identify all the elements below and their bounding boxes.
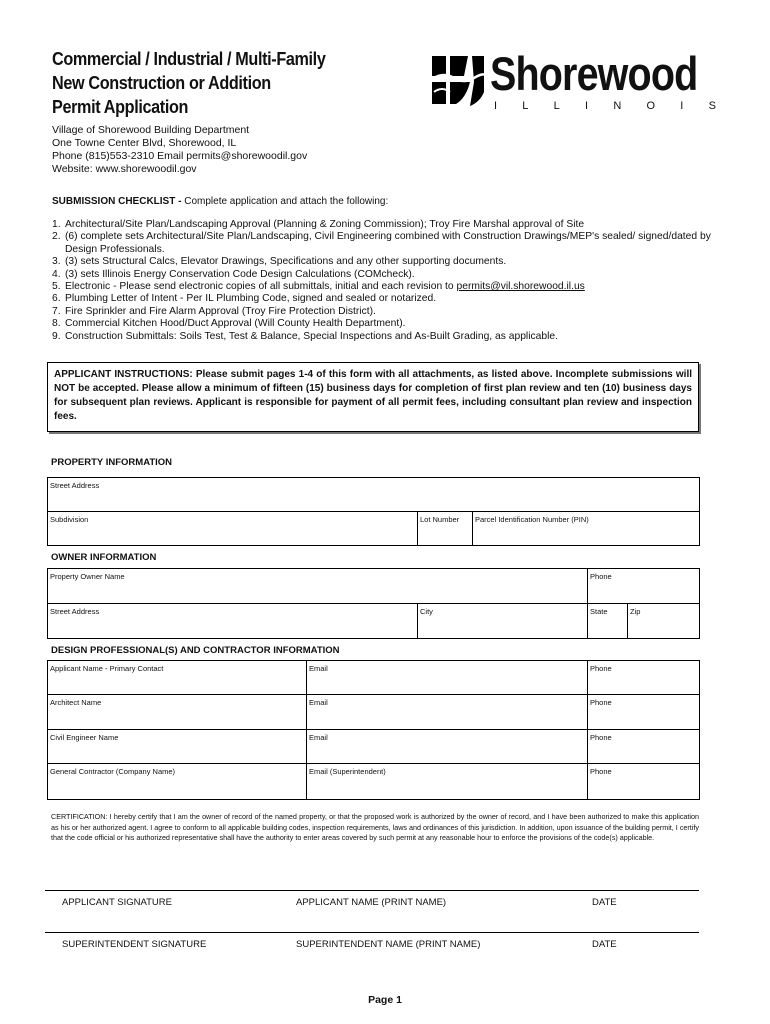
list-item (52, 281, 712, 293)
department-contact (52, 124, 307, 176)
civil-engineer-phone-field[interactable] (588, 730, 700, 764)
field-label: Subdivision (50, 515, 89, 524)
field-label: Phone (590, 767, 612, 776)
field-label: Lot Number (420, 515, 460, 524)
shorewood-emblem-icon (430, 52, 486, 108)
design-professionals-table (47, 660, 700, 800)
date-label: DATE (592, 939, 617, 950)
field-label: Applicant Name - Primary Contact (50, 664, 164, 673)
list-item (52, 293, 712, 305)
architect-name-field[interactable] (48, 695, 307, 730)
applicant-instructions-text: APPLICANT INSTRUCTIONS: Please submit pages 1-4 of this form with all attachments, as listed above. Incomplete submissions will NOT be accepted. Please allow a minimum of fifteen (15) business days for completion of first plan review and ten (10) business days for subsequent plan reviews. Applicant is responsible for payment of all permit fees, including consultant plan review and inspection fees. (54, 369, 692, 422)
logo-state-letter: I (494, 100, 498, 112)
item-text: (3) sets Structural Calcs, Elevator Drawings, Specifications and any other supporting documents. (65, 256, 507, 268)
owner-zip-field[interactable] (628, 604, 700, 639)
logo-wordmark: Shorewood (490, 47, 698, 100)
date-label: DATE (592, 897, 617, 908)
owner-name-field[interactable] (48, 569, 588, 604)
architect-phone-field[interactable] (588, 695, 700, 730)
general-contractor-name-field[interactable] (48, 764, 307, 800)
item-text: Construction Submittals: Soils Test, Test & Balance, Special Inspections and As-Built Grading, as applicable. (65, 330, 558, 342)
item-number: 3. (52, 256, 61, 268)
field-label: Parcel Identification Number (PIN) (475, 515, 589, 524)
field-label: Email (Superintendent) (309, 767, 386, 776)
field-label: City (420, 607, 433, 616)
item-number: 1. (52, 219, 61, 230)
owner-street-field[interactable] (48, 604, 418, 639)
applicant-instructions-box (47, 362, 699, 432)
street-address-field[interactable] (48, 478, 700, 512)
field-label: Email (309, 664, 328, 673)
department-name: Village of Shorewood Building Department (52, 124, 250, 136)
item-number: 8. (52, 318, 61, 330)
list-item (52, 231, 712, 256)
list-item (52, 331, 712, 343)
logo-state-letter: O (646, 100, 656, 112)
item-number: 4. (52, 268, 61, 280)
lot-number-field[interactable] (418, 512, 473, 546)
superintendent-name-label: SUPERINTENDENT NAME (PRINT NAME) (296, 939, 481, 950)
subdivision-field[interactable] (48, 512, 418, 546)
field-label: State (590, 607, 608, 616)
item-text: Architectural/Site Plan/Landscaping Approval (Planning & Zoning Commission); Troy Fire Marshal approval of Site (65, 219, 585, 230)
checklist-heading-text: Complete application and attach the following: (184, 196, 389, 207)
logo-state (494, 100, 716, 112)
field-label: Zip (630, 607, 641, 616)
permits-email-link[interactable]: permits@vil.shorewood.il.us (456, 281, 585, 293)
signature-line (45, 932, 699, 933)
page-title (52, 47, 325, 119)
list-item (52, 269, 712, 281)
field-label: Phone (590, 733, 612, 742)
field-label: Architect Name (50, 698, 102, 707)
property-section-heading: PROPERTY INFORMATION (51, 457, 173, 468)
item-text: (3) sets Illinois Energy Conservation Code Design Calculations (COMcheck). (65, 268, 415, 280)
logo-state-letter: L (553, 100, 560, 112)
item-text: Commercial Kitchen Hood/Duct Approval (Will County Health Department). (65, 318, 406, 330)
item-text: Plumbing Letter of Intent - Per IL Plumbing Code, signed and sealed or notarized. (65, 293, 437, 305)
general-contractor-phone-field[interactable] (588, 764, 700, 800)
field-label: Street Address (50, 481, 100, 490)
department-phone-email: Phone (815)553-2310 Email permits@shorewoodil.gov (52, 150, 308, 162)
shorewood-logo (430, 48, 720, 118)
applicant-signature-label: APPLICANT SIGNATURE (62, 897, 172, 908)
checklist-heading (52, 196, 388, 207)
title-line: Permit Application (52, 97, 189, 117)
property-info-table (47, 477, 700, 546)
item-number: 9. (52, 330, 61, 342)
field-label: General Contractor (Company Name) (50, 767, 176, 776)
logo-state-letter: N (613, 100, 622, 112)
department-website: Website: www.shorewoodil.gov (52, 163, 197, 175)
submission-checklist (52, 219, 712, 343)
checklist-heading-bold: SUBMISSION CHECKLIST - (52, 196, 185, 207)
superintendent-email-field[interactable] (307, 764, 588, 800)
list-item (52, 219, 712, 231)
logo-state-letter: I (680, 100, 684, 112)
item-number: 6. (52, 293, 61, 305)
civil-engineer-email-field[interactable] (307, 730, 588, 764)
design-section-heading: DESIGN PROFESSIONAL(S) AND CONTRACTOR INFORMATION (51, 645, 340, 656)
architect-email-field[interactable] (307, 695, 588, 730)
title-line: New Construction or Addition (52, 73, 271, 93)
owner-city-field[interactable] (418, 604, 588, 639)
signature-line (45, 890, 699, 891)
field-label: Civil Engineer Name (50, 733, 119, 742)
logo-state-letter: I (585, 100, 589, 112)
field-label: Phone (590, 572, 612, 581)
owner-phone-field[interactable] (588, 569, 700, 604)
superintendent-signature-label: SUPERINTENDENT SIGNATURE (62, 939, 207, 950)
page-number: Page 1 (368, 994, 402, 1006)
list-item (52, 256, 712, 268)
applicant-name-label: APPLICANT NAME (PRINT NAME) (296, 897, 447, 908)
field-label: Property Owner Name (50, 572, 125, 581)
owner-section-heading: OWNER INFORMATION (51, 552, 157, 563)
field-label: Street Address (50, 607, 100, 616)
item-number: 7. (52, 305, 61, 317)
pin-field[interactable] (473, 512, 700, 546)
item-text: Electronic - Please send electronic copies of all submittals, initial and each revision to (65, 281, 457, 293)
civil-engineer-name-field[interactable] (48, 730, 307, 764)
applicant-name-field[interactable] (48, 661, 307, 695)
owner-state-field[interactable] (588, 604, 628, 639)
certification-text: CERTIFICATION: I hereby certify that I am the owner of record of the named property, or that the proposed work is authorized by the owner of record, and I have been authorized to make this application as his or her authorized agent. I agree to conform to all applicable building codes, inspection requirements, laws and ordinances of this jurisdiction. In addition, upon issuance of the building permit, I certify that the code official or his authorized representative shall have the authority to enter areas covered by such permit at any reasonable hour to enforce the provisions of the code(s) applicable. (51, 812, 699, 842)
owner-info-table (47, 568, 700, 639)
department-address: One Towne Center Blvd, Shorewood, IL (52, 137, 237, 149)
applicant-email-field[interactable] (307, 661, 588, 695)
applicant-phone-field[interactable] (588, 661, 700, 695)
field-label: Email (309, 733, 328, 742)
item-number: 2. (52, 231, 61, 243)
item-text: Fire Sprinkler and Fire Alarm Approval (Troy Fire Protection District). (65, 305, 376, 317)
field-label: Phone (590, 664, 612, 673)
list-item (52, 306, 712, 318)
item-text: (6) complete sets Architectural/Site Plan/Landscaping, Civil Engineering combined with Construction Drawings/MEP's sealed/ signed/dated by Design Professionals. (65, 231, 711, 255)
item-number: 5. (52, 281, 61, 293)
logo-state-letter: L (522, 100, 529, 112)
title-line: Commercial / Industrial / Multi-Family (52, 49, 326, 69)
logo-state-letter: S (708, 100, 716, 112)
list-item (52, 318, 712, 330)
field-label: Email (309, 698, 328, 707)
field-label: Phone (590, 698, 612, 707)
